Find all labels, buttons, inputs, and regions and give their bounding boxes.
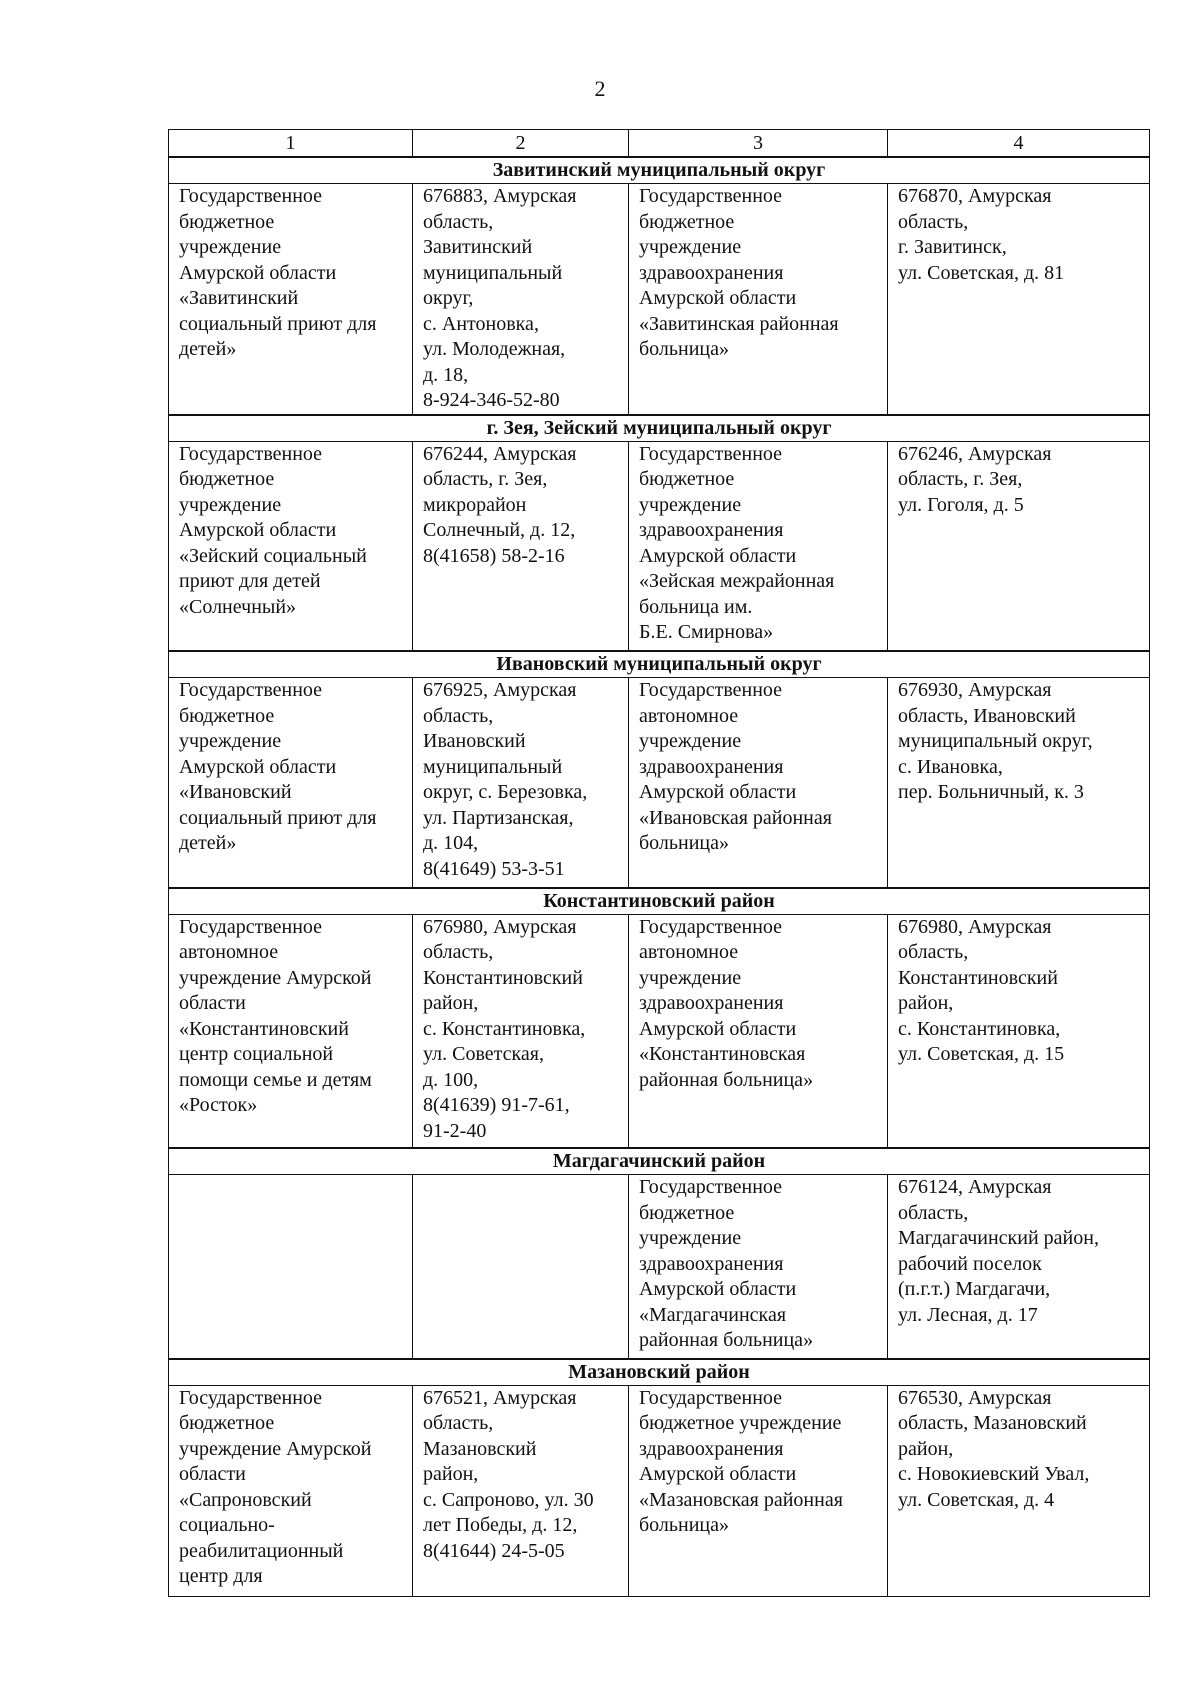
section-header <box>169 415 1150 442</box>
column-number-4: 4 <box>888 130 1150 158</box>
column-number-3: 3 <box>629 130 888 158</box>
section-title-zeya: г. Зея, Зейский муниципальный округ <box>169 415 1150 442</box>
social-institution-cell: Государственное бюджетное учреждение Амурской области «Завитинский социальный приют для детей» <box>169 184 413 415</box>
medical-institution-cell: Государственное бюджетное учреждение здравоохранения Амурской области «Мазановская районная больница» <box>629 1385 888 1596</box>
section-title-magdagachinsky: Магдагачинский район <box>169 1148 1150 1175</box>
social-institution-address-cell: 676925, Амурская область, Ивановский муниципальный округ, с. Березовка, ул. Партизанская, д. 104, 8(41649) 53-3-51 <box>413 678 629 888</box>
medical-institution-address-cell: 676980, Амурская область, Константиновский район, с. Константиновка, ул. Советская, д. 15 <box>888 914 1150 1148</box>
section-header <box>169 1359 1150 1386</box>
social-institution-address-cell <box>413 1175 629 1359</box>
section-title-ivanovsky: Ивановский муниципальный округ <box>169 651 1150 678</box>
medical-institution-cell: Государственное автономное учреждение здравоохранения Амурской области «Константиновская районная больница» <box>629 914 888 1148</box>
section-title-zavitinsky: Завитинский муниципальный округ <box>169 157 1150 184</box>
social-institution-cell: Государственное автономное учреждение Амурской области «Константиновский центр социальной помощи семье и детям «Росток» <box>169 914 413 1148</box>
social-institution-cell: Государственное бюджетное учреждение Амурской области «Ивановский социальный приют для детей» <box>169 678 413 888</box>
medical-institution-address-cell: 676930, Амурская область, Ивановский муниципальный округ, с. Ивановка, пер. Больничный, к. 3 <box>888 678 1150 888</box>
social-institution-cell <box>169 1175 413 1359</box>
social-institution-address-cell: 676883, Амурская область, Завитинский муниципальный округ, с. Антоновка, ул. Молодежная, д. 18, 8-924-346-52-80 <box>413 184 629 415</box>
section-header <box>169 1148 1150 1175</box>
section-title-konstantinovsky: Константиновский район <box>169 888 1150 915</box>
social-institution-address-cell: 676244, Амурская область, г. Зея, микрорайон Солнечный, д. 12, 8(41658) 58-2-16 <box>413 441 629 651</box>
page-number: 2 <box>594 76 606 101</box>
column-number-2: 2 <box>413 130 629 158</box>
table-row <box>169 441 1150 651</box>
table-row <box>169 678 1150 888</box>
medical-institution-cell: Государственное бюджетное учреждение здравоохранения Амурской области «Завитинская районная больница» <box>629 184 888 415</box>
section-title-mazanovsky: Мазановский район <box>169 1359 1150 1386</box>
medical-institution-address-cell: 676124, Амурская область, Магдагачинский район, рабочий поселок (п.г.т.) Магдагачи, ул. Лесная, д. 17 <box>888 1175 1150 1359</box>
medical-institution-address-cell: 676870, Амурская область, г. Завитинск, ул. Советская, д. 81 <box>888 184 1150 415</box>
medical-institution-address-cell: 676530, Амурская область, Мазановский район, с. Новокиевский Увал, ул. Советская, д. 4 <box>888 1385 1150 1596</box>
medical-institution-address-cell: 676246, Амурская область, г. Зея, ул. Гоголя, д. 5 <box>888 441 1150 651</box>
institutions-table <box>168 129 1150 1597</box>
table-row <box>169 914 1150 1148</box>
column-number-1: 1 <box>169 130 413 158</box>
table-row <box>169 1385 1150 1596</box>
social-institution-cell: Государственное бюджетное учреждение Амурской области «Сапроновский социально- реабилитационный центр для <box>169 1385 413 1596</box>
table-row <box>169 1175 1150 1359</box>
medical-institution-cell: Государственное автономное учреждение здравоохранения Амурской области «Ивановская районная больница» <box>629 678 888 888</box>
social-institution-address-cell: 676521, Амурская область, Мазановский район, с. Сапроново, ул. 30 лет Победы, д. 12, 8(41644) 24-5-05 <box>413 1385 629 1596</box>
medical-institution-cell: Государственное бюджетное учреждение здравоохранения Амурской области «Зейская межрайонная больница им. Б.Е. Смирнова» <box>629 441 888 651</box>
table-row <box>169 184 1150 415</box>
social-institution-address-cell: 676980, Амурская область, Константиновский район, с. Константиновка, ул. Советская, д. 100, 8(41639) 91-7-61, 91-2-40 <box>413 914 629 1148</box>
section-header <box>169 888 1150 915</box>
social-institution-cell: Государственное бюджетное учреждение Амурской области «Зейский социальный приют для детей «Солнечный» <box>169 441 413 651</box>
section-header <box>169 651 1150 678</box>
section-header <box>169 157 1150 184</box>
medical-institution-cell: Государственное бюджетное учреждение здравоохранения Амурской области «Магдагачинская районная больница» <box>629 1175 888 1359</box>
column-number-row <box>169 130 1150 158</box>
